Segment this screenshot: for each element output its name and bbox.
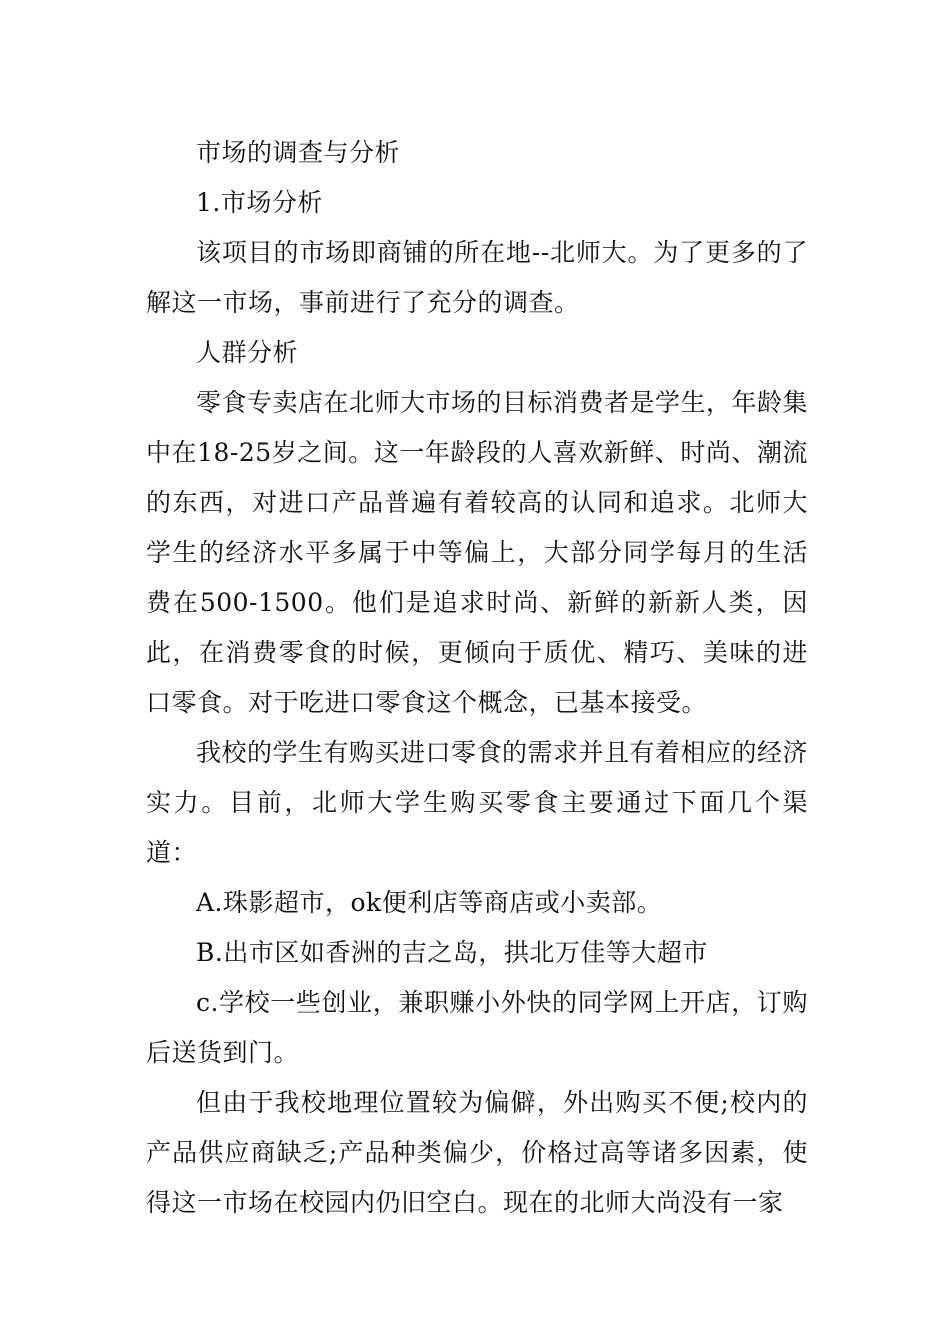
list-item: A.珠影超市，ok便利店等商店或小卖部。	[196, 888, 663, 917]
body-paragraph: 但由于我校地理位置较为偏僻，外出购买不便;校内的产品供应商缺乏;产品种类偏少，价格过高等诸多因素，使得这一市场在校园内仍旧空白。现在的北师大尚没有一家	[146, 1088, 808, 1217]
list-item: B.出市区如香洲的吉之岛，拱北万佳等大超市	[196, 938, 708, 967]
body-paragraph: 该项目的市场即商铺的所在地--北师大。为了更多的了解这一市场，事前进行了充分的调查。	[146, 238, 808, 317]
body-paragraph: 我校的学生有购买进口零食的需求并且有着相应的经济实力。目前，北师大学生购买零食主要通过下面几个渠道：	[146, 738, 809, 867]
subsection-heading: 人群分析	[196, 338, 299, 367]
section-title: 市场的调查与分析	[196, 138, 401, 167]
document-body	[146, 128, 808, 1228]
subsection-heading: 1.市场分析	[196, 188, 323, 217]
body-paragraph: 零食专卖店在北师大市场的目标消费者是学生，年龄集中在18-25岁之间。这一年龄段的人喜欢新鲜、时尚、潮流的东西，对进口产品普遍有着较高的认同和追求。北师大学生的经济水平多属于中等偏上，大部分同学每月的生活费在500-1500。他们是追求时尚、新鲜的新新人类，因此，在消费零食的时候，更倾向于质优、精巧、美味的进口零食。对于吃进口零食这个概念，已基本接受。	[146, 388, 809, 717]
list-item: c.学校一些创业，兼职赚小外快的同学网上开店，订购后送货到门。	[146, 988, 808, 1067]
